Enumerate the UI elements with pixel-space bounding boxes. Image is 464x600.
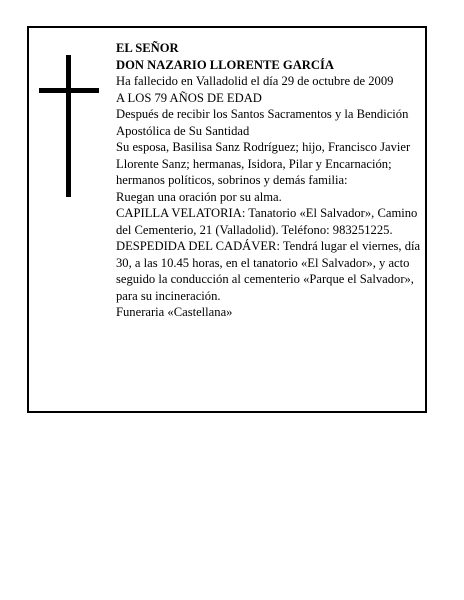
deceased-name: DON NAZARIO LLORENTE GARCÍA <box>116 57 334 72</box>
latin-cross-icon <box>39 55 99 197</box>
funeral-home: Funeraria «Castellana» <box>116 305 233 319</box>
death-info: Ha fallecido en Valladolid el día 29 de octubre de 2009 <box>116 74 394 88</box>
notice-text <box>116 40 424 321</box>
cross-horizontal-bar <box>39 88 99 93</box>
chapel-info: CAPILLA VELATORIA: Tanatorio «El Salvador», Camino del Cementerio, 21 (Valladolid). Teléfono: 983251225. <box>116 206 418 237</box>
notice-title: EL SEÑOR <box>116 41 179 55</box>
family-list: Su esposa, Basilisa Sanz Rodríguez; hijo, Francisco Javier Llorente Sanz; hermanas, Isidora, Pilar y Encarnación; hermanos políticos, sobrinos y demás familia: <box>116 140 411 187</box>
cross-vertical-bar <box>66 55 71 197</box>
sacraments-line: Después de recibir los Santos Sacramentos y la Bendición Apostólica de Su Santidad <box>116 107 409 138</box>
obituary-notice <box>27 26 427 413</box>
age-line: A LOS 79 AÑOS DE EDAD <box>116 90 262 105</box>
prayer-line: Ruegan una oración por su alma. <box>116 189 282 204</box>
farewell-info: DESPEDIDA DEL CADÁVER: Tendrá lugar el viernes, día 30, a las 10.45 horas, en el tanatorio «El Salvador», y acto seguido la conducción al cementerio «Parque el Salvador», para su incineración. <box>116 239 421 303</box>
